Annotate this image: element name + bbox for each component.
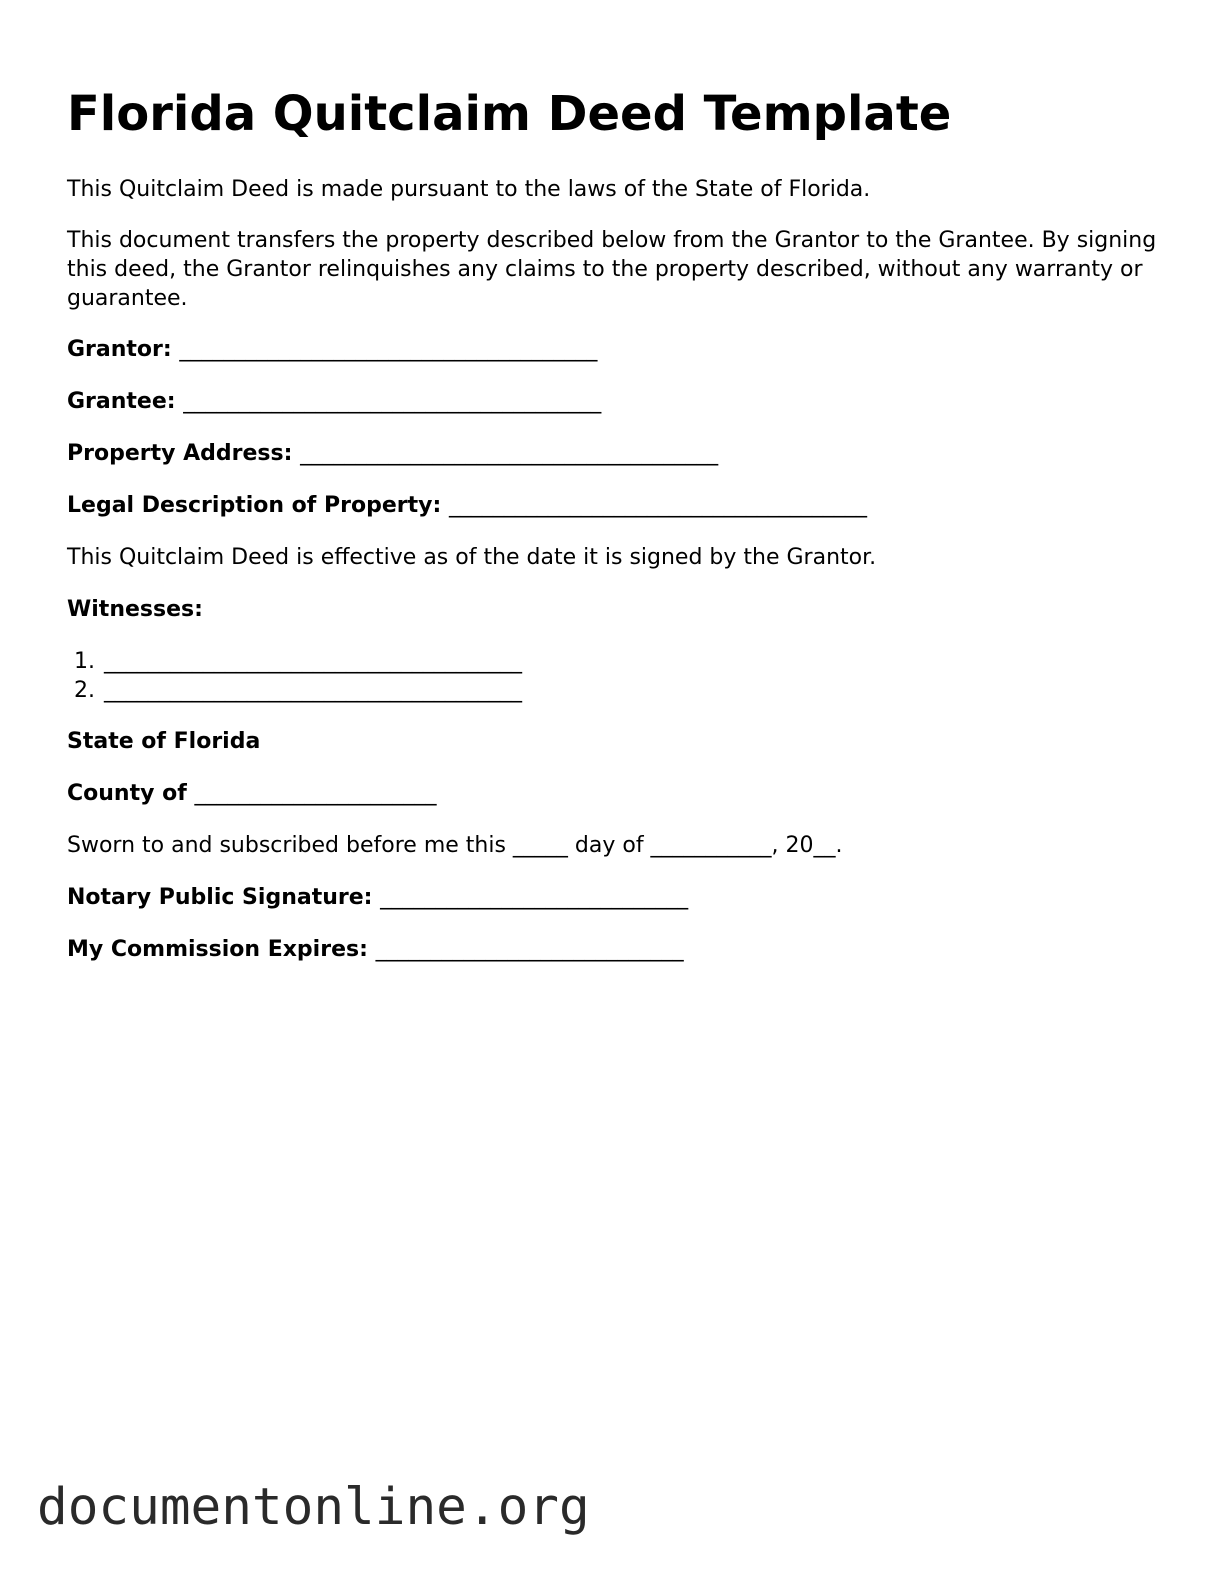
witness-number: 2.: [74, 678, 95, 703]
page-title: Florida Quitclaim Deed Template: [67, 86, 952, 142]
intro-text: This Quitclaim Deed is made pursuant to the laws of the State of Florida.: [67, 177, 871, 202]
legal-description-blank[interactable]: ______________________________________: [448, 493, 867, 518]
effective-statement: This Quitclaim Deed is effective as of the date it is signed by the Grantor.: [67, 545, 877, 570]
sworn-statement: Sworn to and subscribed before me this _____ day of ___________, 20__.: [67, 833, 843, 858]
notary-field: [67, 883, 688, 912]
witness-item: [37, 647, 522, 676]
property-address-label: Property Address:: [67, 441, 293, 466]
legal-description-field: [67, 491, 867, 520]
witnesses-heading: Witnesses:: [67, 597, 203, 622]
state-heading: State of Florida: [67, 729, 261, 754]
witness-blank[interactable]: ______________________________________: [104, 678, 522, 703]
notary-label: Notary Public Signature:: [67, 885, 373, 910]
property-address-blank[interactable]: ______________________________________: [300, 441, 719, 466]
notary-blank[interactable]: ____________________________: [380, 885, 689, 910]
witness-number: 1.: [74, 649, 95, 674]
commission-field: [67, 935, 684, 964]
grantor-field: [67, 335, 597, 364]
witness-blank[interactable]: ______________________________________: [104, 649, 522, 674]
county-blank[interactable]: ______________________: [194, 781, 437, 806]
watermark: documentonline.org: [37, 1478, 590, 1537]
property-address-field: [67, 439, 718, 468]
transfer-paragraph: This document transfers the property described below from the Grantor to the Grantee. By signing this deed, the Grantor relinquishes any claims to the property described, without any warranty or guarantee.: [67, 228, 1157, 311]
grantor-label: Grantor:: [67, 337, 172, 362]
witness-item: [37, 676, 522, 705]
grantee-label: Grantee:: [67, 389, 176, 414]
county-label: County of: [67, 781, 187, 806]
commission-label: My Commission Expires:: [67, 937, 368, 962]
legal-description-label: Legal Description of Property:: [67, 493, 442, 518]
grantee-blank[interactable]: ______________________________________: [183, 389, 602, 414]
commission-blank[interactable]: ____________________________: [375, 937, 684, 962]
grantor-blank[interactable]: ______________________________________: [179, 337, 598, 362]
witness-list: [37, 647, 522, 705]
grantee-field: [67, 387, 601, 416]
county-field: [67, 779, 436, 808]
